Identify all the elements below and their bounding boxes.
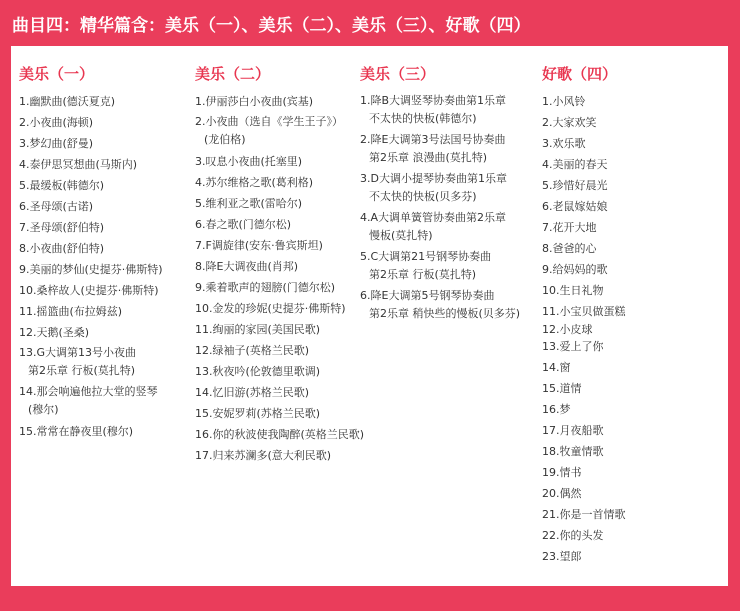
track-title: 6.圣母颂(古诺) (19, 200, 94, 213)
track-item (19, 113, 163, 134)
track-item (195, 215, 364, 236)
track-item (542, 281, 626, 302)
track-title: 2.小夜曲(海顿) (19, 116, 94, 129)
track-item (195, 341, 364, 362)
track-item (542, 400, 626, 421)
track-list (542, 92, 626, 568)
track-item (542, 358, 626, 379)
track-title-continued: 第2乐章 浪漫曲(莫扎特) (369, 151, 488, 164)
track-title: 1.伊丽莎白小夜曲(宾基) (195, 95, 314, 108)
track-item (19, 383, 163, 419)
track-item (19, 176, 163, 197)
track-title: 23.望郎 (542, 550, 582, 563)
track-item (542, 302, 626, 323)
track-title: 9.乘着歌声的翅膀(门德尔松) (195, 281, 336, 294)
track-title: 11.小宝贝做蛋糕 (542, 305, 626, 318)
track-item (195, 173, 364, 194)
track-list (195, 92, 364, 467)
track-list (360, 92, 520, 326)
track-title: 12.天鹅(圣桑) (19, 326, 90, 339)
track-title: 1.幽默曲(德沃夏克) (19, 95, 116, 108)
track-item (360, 209, 520, 245)
track-title: 13.G大调第13号小夜曲 (19, 346, 137, 359)
track-title-continued: (穆尔) (28, 403, 59, 416)
track-title-continued: 不太快的快板(韩德尔) (369, 112, 477, 125)
track-item (542, 134, 626, 155)
track-item (195, 320, 364, 341)
track-item (19, 260, 163, 281)
page-title: 曲目四：精华篇含：美乐（一）、美乐（二）、美乐（三）、好歌（四） (12, 16, 531, 36)
track-title: 14.那会响遍他拉大堂的竖琴 (19, 385, 158, 398)
track-title: 2.降E大调第3号法国号协奏曲 (360, 133, 506, 146)
track-item (19, 422, 163, 443)
track-title: 16.梦 (542, 403, 571, 416)
track-item (542, 155, 626, 176)
track-title: 1.小风铃 (542, 95, 586, 108)
track-title: 10.金发的珍妮(史提芬·佛斯特) (195, 302, 346, 315)
track-item (19, 239, 163, 260)
track-title: 4.苏尔维格之歌(葛利格) (195, 176, 314, 189)
track-item (195, 383, 364, 404)
track-title: 8.小夜曲(舒伯特) (19, 242, 105, 255)
track-item (542, 484, 626, 505)
track-title: 5.C大调第21号钢琴协奏曲 (360, 250, 492, 263)
track-item (19, 218, 163, 239)
track-item (195, 257, 364, 278)
track-title: 11.摇篮曲(布拉姆兹) (19, 305, 123, 318)
track-title: 5.最缓板(韩德尔) (19, 179, 105, 192)
track-title: 17.归来苏澜多(意大利民歌) (195, 449, 332, 462)
track-title: 17.月夜船歌 (542, 424, 604, 437)
track-title: 18.牧童情歌 (542, 445, 604, 458)
track-item (542, 337, 626, 358)
track-item (195, 113, 364, 149)
track-title: 9.给妈妈的歌 (542, 263, 608, 276)
track-list (19, 92, 163, 443)
track-item (542, 547, 626, 568)
track-item (19, 323, 163, 344)
track-item (19, 197, 163, 218)
track-item (195, 92, 364, 113)
track-item (19, 92, 163, 113)
track-item (195, 446, 364, 467)
track-title: 13.爱上了你 (542, 340, 604, 353)
track-title: 6.春之歌(门德尔松) (195, 218, 292, 231)
column-heading: 美乐（二） (195, 65, 271, 83)
track-item (542, 260, 626, 281)
track-title: 14.忆旧游(苏格兰民歌) (195, 386, 310, 399)
track-item (19, 302, 163, 323)
track-title: 1.降B大调竖琴协奏曲第1乐章 (360, 94, 507, 107)
track-title: 3.欢乐歌 (542, 137, 586, 150)
track-title: 22.你的头发 (542, 529, 604, 542)
track-title: 2.小夜曲（选自《学生王子》） (195, 115, 343, 128)
track-title: 4.泰伊思冥想曲(马斯内) (19, 158, 138, 171)
track-title: 16.你的秋波使我陶醉(英格兰民歌) (195, 428, 365, 441)
content-panel (11, 46, 728, 586)
track-title: 15.道情 (542, 382, 582, 395)
track-item (542, 442, 626, 463)
track-title: 7.花开大地 (542, 221, 597, 234)
track-title: 5.维利亚之歌(雷哈尔) (195, 197, 303, 210)
track-title: 13.秋夜吟(伦敦德里歌调) (195, 365, 321, 378)
track-title: 15.安妮罗莉(苏格兰民歌) (195, 407, 321, 420)
track-title: 4.A大调单簧管协奏曲第2乐章 (360, 211, 507, 224)
track-item (360, 131, 520, 167)
track-title: 12.绿袖子(英格兰民歌) (195, 344, 310, 357)
track-item (360, 248, 520, 284)
track-title: 11.绚丽的家园(美国民歌) (195, 323, 321, 336)
track-item (542, 218, 626, 239)
track-title: 10.桑梓故人(史提芬·佛斯特) (19, 284, 159, 297)
track-item (542, 92, 626, 113)
track-title-continued: 慢板(莫扎特) (369, 229, 433, 242)
track-title: 21.你是一首情歌 (542, 508, 626, 521)
track-item (195, 299, 364, 320)
track-title-continued: 第2乐章 行板(莫扎特) (369, 268, 477, 281)
track-title: 20.偶然 (542, 487, 582, 500)
column-heading: 美乐（一） (19, 65, 95, 83)
track-item (360, 92, 520, 128)
track-item (542, 113, 626, 134)
track-item (19, 155, 163, 176)
track-title: 10.生日礼物 (542, 284, 604, 297)
track-item (542, 505, 626, 526)
track-title: 7.F调旋律(安东·鲁宾斯坦) (195, 239, 323, 252)
column-heading: 好歌（四） (542, 65, 618, 83)
track-title: 9.美丽的梦仙(史提芬·佛斯特) (19, 263, 163, 276)
track-title: 19.情书 (542, 466, 582, 479)
track-item (195, 152, 364, 173)
track-item (542, 197, 626, 218)
track-title: 3.D大调小提琴协奏曲第1乐章 (360, 172, 507, 185)
track-item (360, 287, 520, 323)
track-item (19, 281, 163, 302)
track-item (195, 362, 364, 383)
track-item (542, 463, 626, 484)
track-title-continued: 第2乐章 行板(莫扎特) (28, 364, 136, 377)
track-title: 7.圣母颂(舒伯特) (19, 221, 105, 234)
track-item (195, 278, 364, 299)
track-item (195, 194, 364, 215)
track-title-continued: (龙伯格) (204, 133, 246, 146)
track-title-continued: 第2乐章 稍快些的慢板(贝多芬) (369, 307, 521, 320)
track-title: 6.老鼠嫁姑娘 (542, 200, 608, 213)
track-item (542, 176, 626, 197)
track-title: 15.常常在静夜里(穆尔) (19, 425, 134, 438)
track-title: 8.爸爸的心 (542, 242, 597, 255)
track-item (195, 236, 364, 257)
track-title: 3.梦幻曲(舒曼) (19, 137, 94, 150)
column-heading: 美乐（三） (360, 65, 436, 83)
track-item (360, 170, 520, 206)
track-title: 14.窗 (542, 361, 571, 374)
track-item (195, 404, 364, 425)
track-item (542, 239, 626, 260)
track-item (542, 526, 626, 547)
track-title: 5.珍惜好晨光 (542, 179, 608, 192)
track-title: 4.美丽的春天 (542, 158, 608, 171)
track-item (542, 379, 626, 400)
track-item (542, 323, 626, 337)
track-title: 6.降E大调第5号钢琴协奏曲 (360, 289, 495, 302)
track-title: 2.大家欢笑 (542, 116, 597, 129)
track-item (19, 134, 163, 155)
track-title: 12.小皮球 (542, 323, 593, 336)
track-title: 8.降E大调夜曲(肖邦) (195, 260, 299, 273)
track-title-continued: 不太快的快板(贝多芬) (369, 190, 477, 203)
track-item (542, 421, 626, 442)
track-title: 3.叹息小夜曲(托塞里) (195, 155, 303, 168)
track-item (195, 425, 364, 446)
track-item (19, 344, 163, 380)
